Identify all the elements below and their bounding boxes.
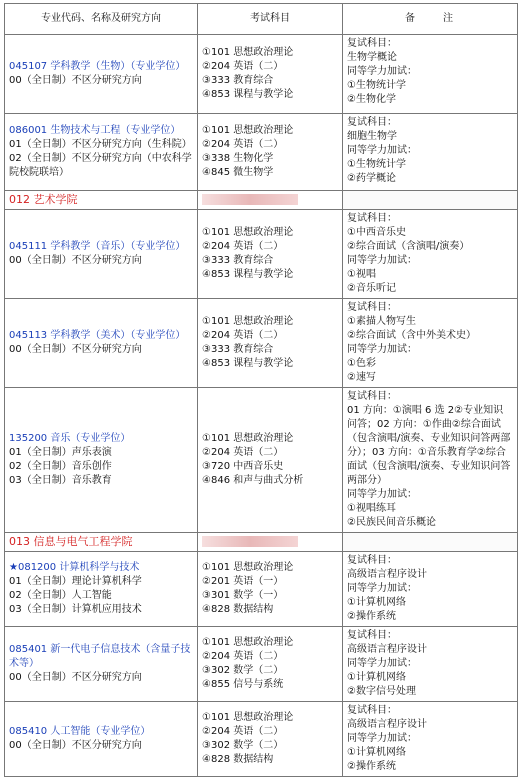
note-line: 生物学概论 — [347, 52, 397, 63]
note-line: 复试科目： — [347, 117, 397, 128]
note-line: ①视唱 — [347, 269, 376, 280]
major-row — [5, 210, 518, 299]
note-line: ①视唱练耳 — [347, 503, 396, 514]
exam-subject: ③333 教育综合 — [202, 255, 274, 266]
exam-cell — [198, 210, 343, 299]
exam-cell — [198, 627, 343, 702]
major-cell — [5, 114, 198, 191]
note-line: ①色彩 — [347, 358, 376, 369]
major-cell — [5, 552, 198, 627]
exam-cell — [198, 299, 343, 388]
exam-subject: ①101 思想政治理论 — [202, 47, 294, 58]
empty-cell — [343, 533, 518, 552]
exam-subject: ③302 数学（二） — [202, 740, 284, 751]
note-line: ②生物化学 — [347, 94, 396, 105]
major-cell — [5, 35, 198, 114]
note-line: ②综合面试（含中外美术史） — [347, 330, 476, 341]
note-line: 同等学力加试： — [347, 733, 417, 744]
note-line: ②速写 — [347, 372, 376, 383]
college-name: 013 信息与电气工程学院 — [9, 534, 133, 548]
exam-subject: ①101 思想政治理论 — [202, 227, 294, 238]
major-cell — [5, 388, 198, 533]
college-name: 012 艺术学院 — [9, 192, 78, 206]
exam-subject: ④846 和声与曲式分析 — [202, 475, 304, 486]
research-direction: 03（全日制）计算机应用技术 — [9, 604, 142, 615]
exam-subject: ③333 教育综合 — [202, 75, 274, 86]
note-line: 高级语言程序设计 — [347, 569, 427, 580]
exam-subject: ②204 英语（二） — [202, 651, 284, 662]
notes-cell — [343, 35, 518, 114]
notes-cell — [343, 627, 518, 702]
exam-subject: ②201 英语（一） — [202, 576, 284, 587]
note-line: 同等学力加试： — [347, 344, 417, 355]
major-code-name: 045113 学科教学（美术）（专业学位） — [9, 330, 186, 341]
major-row — [5, 702, 518, 777]
research-direction: 00（全日制）不区分研究方向 — [9, 255, 142, 266]
note-line: 01 方向：①演唱 6 选 2②专业知识问答；02 方向：①作曲②综合面试（包含演唱/演奏、专业知识问答两部分）；03 方向：①音乐教育学②综合面试（包含演唱/演奏、专业知识问答两部分） — [347, 405, 511, 486]
exam-subject: ②204 英语（二） — [202, 241, 284, 252]
exam-cell — [198, 702, 343, 777]
exam-subject: ①101 思想政治理论 — [202, 637, 294, 648]
note-line: ②操作系统 — [347, 611, 396, 622]
research-direction: 02（全日制）人工智能 — [9, 590, 112, 601]
exam-subject: ①101 思想政治理论 — [202, 562, 294, 573]
note-line: ①生物统计学 — [347, 80, 406, 91]
research-direction: 01（全日制）不区分研究方向（生科院） — [9, 139, 192, 150]
exam-subject: ④853 课程与教学论 — [202, 269, 294, 280]
note-line: 复试科目： — [347, 38, 397, 49]
college-row — [5, 533, 518, 552]
exam-subject: ④855 信号与系统 — [202, 679, 284, 690]
research-direction: 00（全日制）不区分研究方向 — [9, 75, 142, 86]
research-direction: 03（全日制）音乐教育 — [9, 475, 112, 486]
exam-subject: ④845 微生物学 — [202, 167, 274, 178]
note-line: 细胞生物学 — [347, 131, 397, 142]
major-row — [5, 35, 518, 114]
note-line: 同等学力加试： — [347, 489, 417, 500]
major-cell — [5, 627, 198, 702]
admissions-table — [4, 3, 518, 777]
note-line: 复试科目： — [347, 391, 397, 402]
note-line: ①生物统计学 — [347, 159, 406, 170]
major-code-name: 045107 学科教学（生物）（专业学位） — [9, 61, 186, 72]
exam-subject: ②204 英语（二） — [202, 139, 284, 150]
major-row — [5, 552, 518, 627]
college-name-cell — [5, 533, 198, 552]
research-direction: 02（全日制）音乐创作 — [9, 461, 112, 472]
note-line: 复试科目： — [347, 555, 397, 566]
exam-subject: ①101 思想政治理论 — [202, 125, 294, 136]
research-direction: 01（全日制）声乐表演 — [9, 447, 112, 458]
note-line: 复试科目： — [347, 630, 397, 641]
exam-subject: ④853 课程与教学论 — [202, 358, 294, 369]
research-direction: 01（全日制）理论计算机科学 — [9, 576, 142, 587]
note-line: 高级语言程序设计 — [347, 719, 427, 730]
exam-subject: ①101 思想政治理论 — [202, 712, 294, 723]
exam-subject: ②204 英语（二） — [202, 447, 284, 458]
exam-cell — [198, 114, 343, 191]
note-line: ②音乐听记 — [347, 283, 396, 294]
research-direction: 02（全日制）不区分研究方向（中农科学院校院联培） — [9, 153, 192, 178]
note-line: 复试科目： — [347, 302, 397, 313]
note-line: 复试科目： — [347, 705, 397, 716]
major-code-name: 135200 音乐（专业学位） — [9, 433, 131, 444]
table-header-row — [5, 4, 518, 35]
note-line: 同等学力加试： — [347, 255, 417, 266]
research-direction: 00（全日制）不区分研究方向 — [9, 344, 142, 355]
redaction-mark — [202, 536, 298, 547]
exam-subject: ④828 数据结构 — [202, 754, 274, 765]
notes-cell — [343, 552, 518, 627]
exam-cell — [198, 552, 343, 627]
notes-cell — [343, 114, 518, 191]
exam-subject: ②204 英语（二） — [202, 330, 284, 341]
note-line: ①计算机网络 — [347, 597, 406, 608]
research-direction: 00（全日制）不区分研究方向 — [9, 672, 142, 683]
redaction-mark — [202, 194, 298, 205]
major-code-name: 085410 人工智能（专业学位） — [9, 726, 151, 737]
note-line: 同等学力加试： — [347, 145, 417, 156]
major-code-name: 085401 新一代电子信息技术（含量子技术等） — [9, 644, 191, 669]
note-line: ①中西音乐史 — [347, 227, 406, 238]
note-line: ②综合面试（含演唱/演奏） — [347, 241, 470, 252]
major-code-name: 045111 学科教学（音乐）（专业学位） — [9, 241, 186, 252]
note-line: ②药学概论 — [347, 173, 396, 184]
empty-cell — [343, 191, 518, 210]
note-line: 同等学力加试： — [347, 658, 417, 669]
exam-subject: ④853 课程与教学论 — [202, 89, 294, 100]
note-line: ①计算机网络 — [347, 747, 406, 758]
note-line: ①计算机网络 — [347, 672, 406, 683]
exam-subject: ④828 数据结构 — [202, 604, 274, 615]
exam-subject: ③301 数学（一） — [202, 590, 284, 601]
note-line: 高级语言程序设计 — [347, 644, 427, 655]
header-exams: 考试科目 — [198, 4, 343, 35]
college-name-cell — [5, 191, 198, 210]
notes-cell — [343, 210, 518, 299]
major-code-name: 086001 生物技术与工程（专业学位） — [9, 125, 181, 136]
table-body — [5, 35, 518, 777]
exam-subject: ②204 英语（二） — [202, 726, 284, 737]
exam-cell — [198, 388, 343, 533]
major-row — [5, 114, 518, 191]
notes-cell — [343, 299, 518, 388]
note-line: ②民族民间音乐概论 — [347, 517, 436, 528]
major-row — [5, 299, 518, 388]
major-row — [5, 627, 518, 702]
exam-subject: ①101 思想政治理论 — [202, 433, 294, 444]
header-notes: 备注 — [343, 4, 518, 35]
note-line: 同等学力加试： — [347, 66, 417, 77]
notes-cell — [343, 702, 518, 777]
exam-subject: ②204 英语（二） — [202, 61, 284, 72]
notes-cell — [343, 388, 518, 533]
exam-subject: ③720 中西音乐史 — [202, 461, 284, 472]
research-direction: 00（全日制）不区分研究方向 — [9, 740, 142, 751]
exam-subject: ③302 数学（二） — [202, 665, 284, 676]
note-line: 复试科目： — [347, 213, 397, 224]
note-line: ②数字信号处理 — [347, 686, 416, 697]
exam-subject: ①101 思想政治理论 — [202, 316, 294, 327]
note-line: 同等学力加试： — [347, 583, 417, 594]
major-row — [5, 388, 518, 533]
exam-subject: ③333 教育综合 — [202, 344, 274, 355]
note-line: ②操作系统 — [347, 761, 396, 772]
college-row — [5, 191, 518, 210]
note-line: ①素描人物写生 — [347, 316, 416, 327]
redacted-cell — [198, 533, 343, 552]
header-major: 专业代码、名称及研究方向 — [5, 4, 198, 35]
major-cell — [5, 702, 198, 777]
major-code-name: ★081200 计算机科学与技术 — [9, 562, 140, 573]
major-cell — [5, 299, 198, 388]
exam-subject: ③338 生物化学 — [202, 153, 274, 164]
exam-cell — [198, 35, 343, 114]
major-cell — [5, 210, 198, 299]
redacted-cell — [198, 191, 343, 210]
